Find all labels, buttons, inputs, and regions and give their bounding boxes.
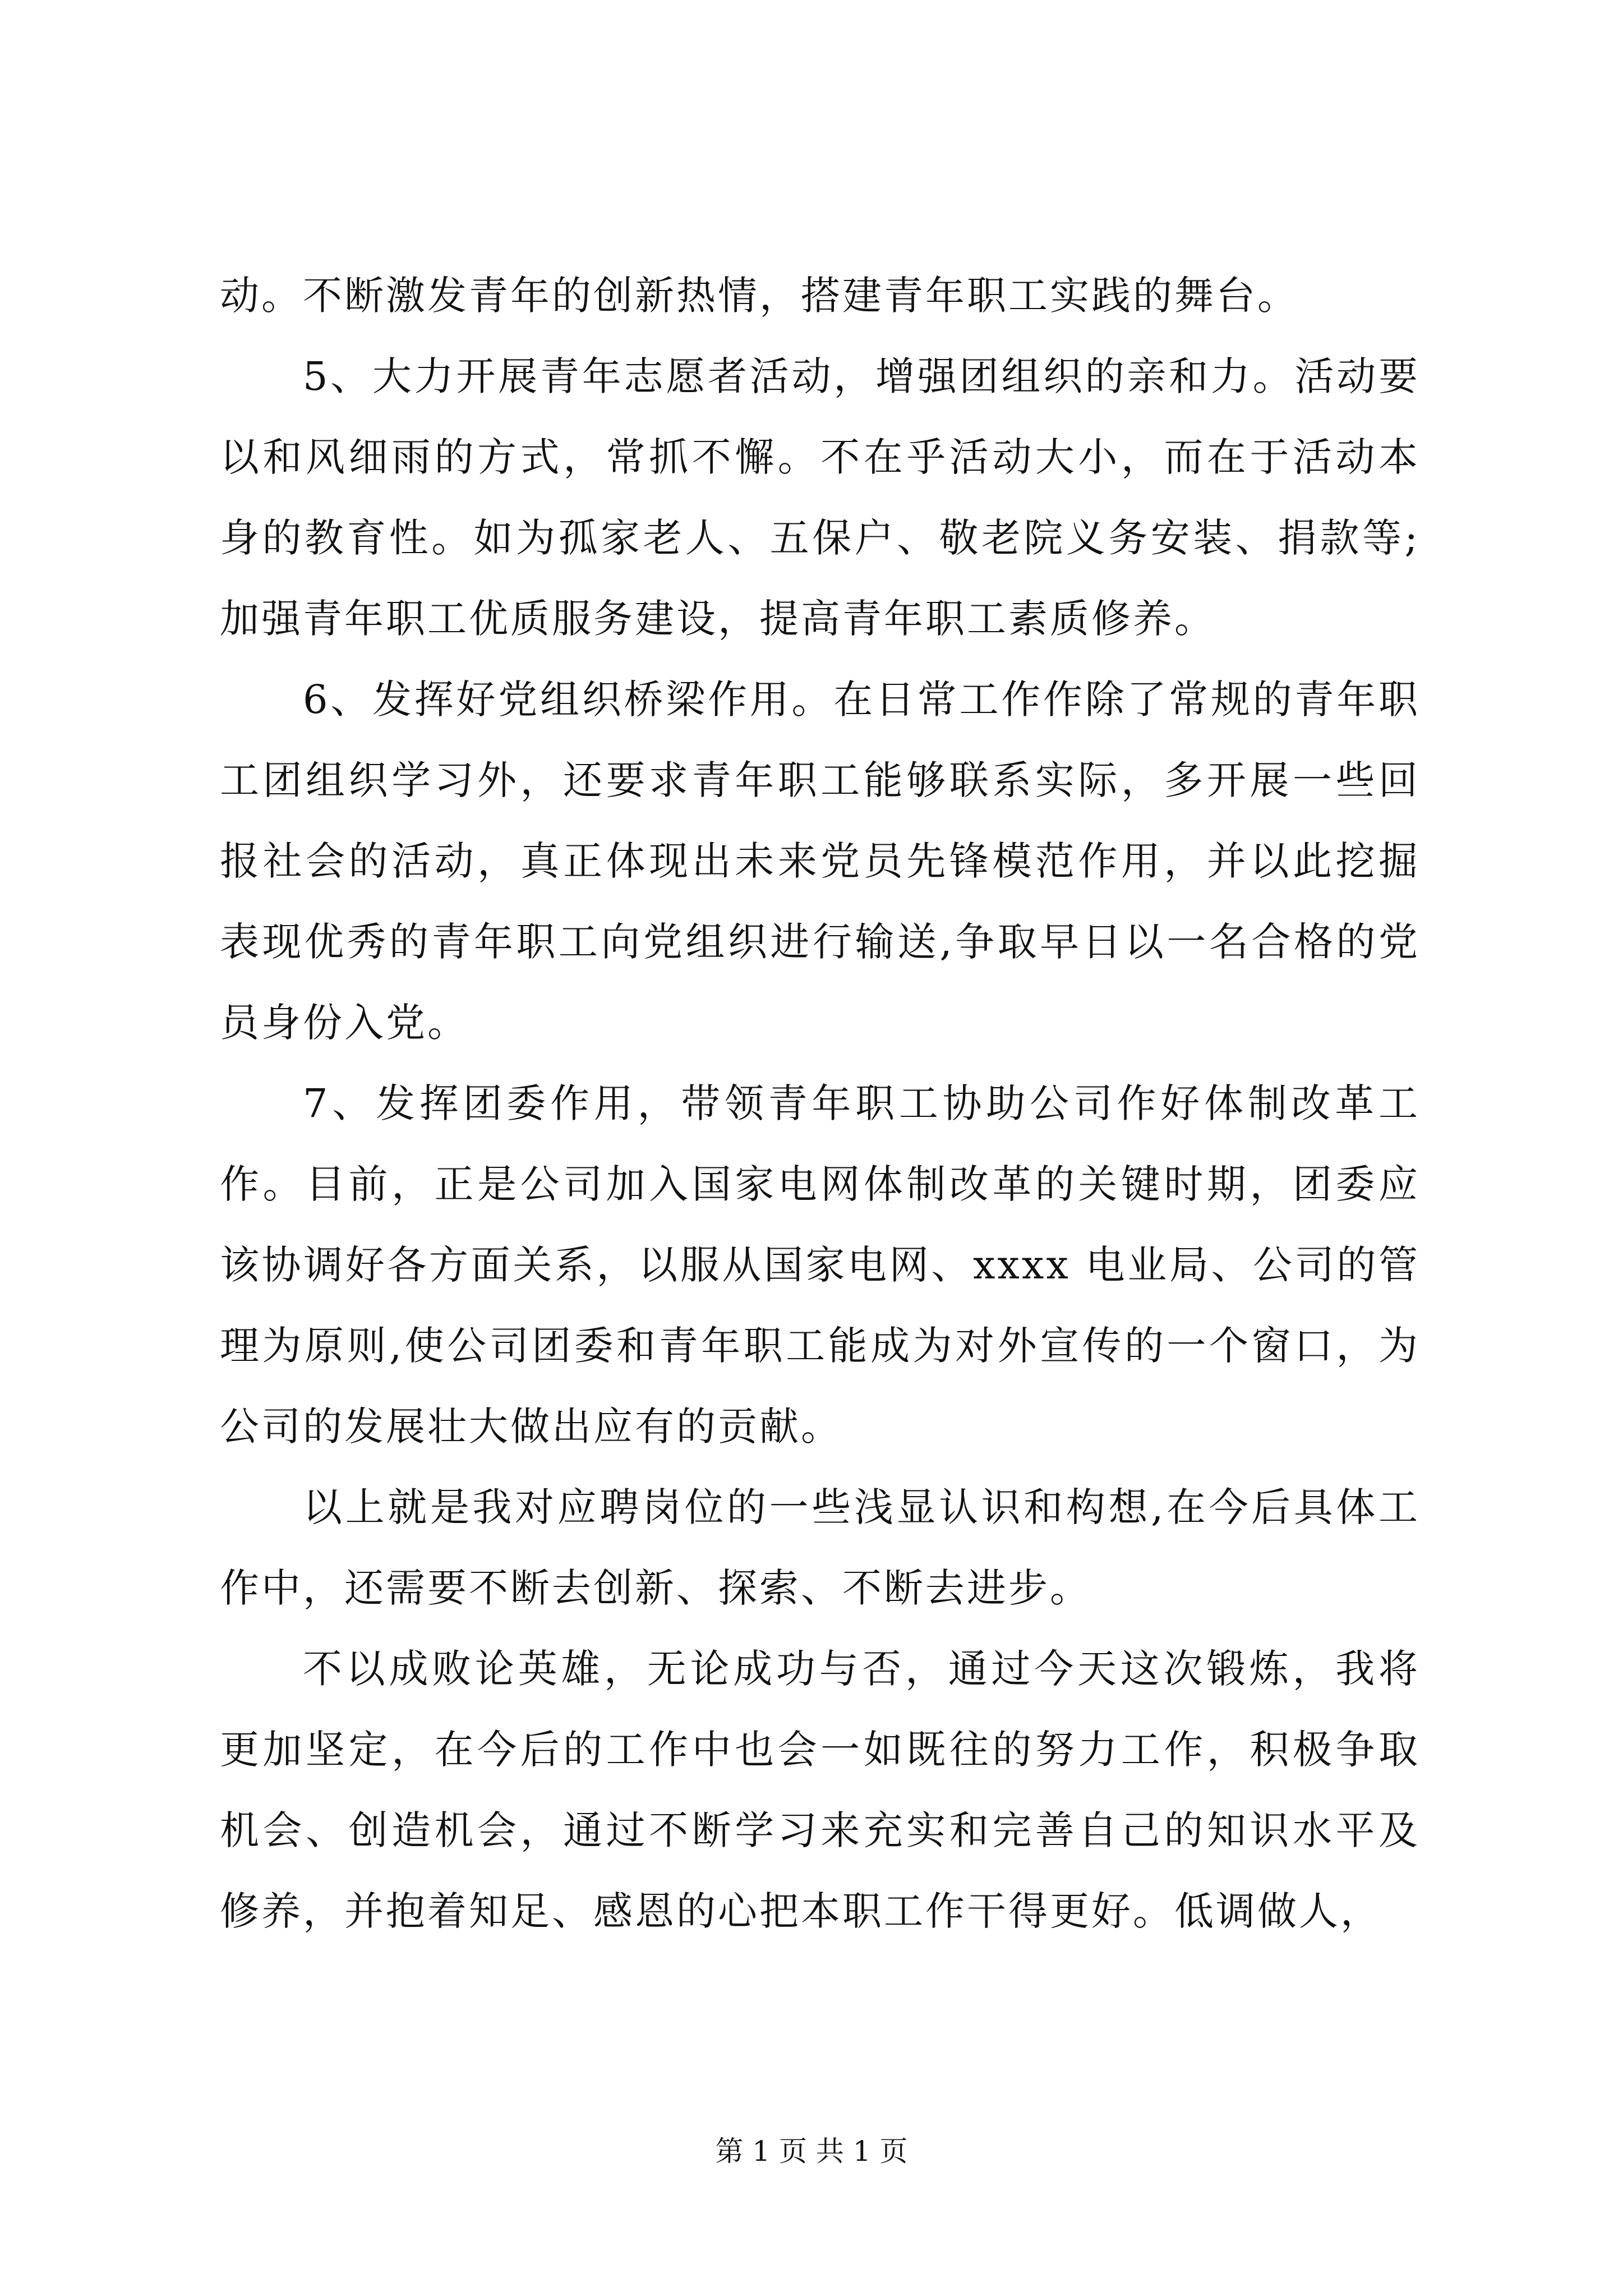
document-body (220, 255, 1420, 1952)
paragraph-summary: 以上就是我对应聘岗位的一些浅显认识和构想,在今后具体工作中，还需要不断去创新、探索、不断去进步。 (220, 1484, 1420, 1611)
page-footer: 第 1 页 共 1 页 (715, 2135, 908, 2168)
paragraph-continuation: 动。不断激发青年的创新热情，搭建青年职工实践的舞台。 (220, 273, 1299, 319)
paragraph-item-6: 6、发挥好党组织桥梁作用。在日常工作作除了常规的青年职工团组织学习外，还要求青年职工能够联系实际，多开展一些回报社会的活动，真正体现出未来党员先锋模范作用，并以此挖掘表现优秀的青年职工向党组织进行输送,争取早日以一名合格的党员身份入党。 (220, 677, 1420, 1046)
paragraph-item-5: 5、大力开展青年志愿者活动，增强团组织的亲和力。活动要以和风细雨的方式，常抓不懈。不在乎活动大小，而在于活动本身的教育性。如为孤家老人、五保户、敬老院义务安装、捐款等;加强青年职工优质服务建设，提高青年职工素质修养。 (220, 353, 1420, 642)
paragraph-closing: 不以成败论英雄，无论成功与否，通过今天这次锻炼，我将更加坚定，在今后的工作中也会一如既往的努力工作，积极争取机会、创造机会，通过不断学习来充实和完善自己的知识水平及修养，并抱着知足、感恩的心把本职工作干得更好。低调做人， (220, 1646, 1420, 1934)
paragraph-item-7: 7、发挥团委作用，带领青年职工协助公司作好体制改革工作。目前，正是公司加入国家电网体制改革的关键时期，团委应该协调好各方面关系，以服从国家电网、xxxx 电业局、公司的管理为原则,使公司团委和青年职工能成为对外宣传的一个窗口，为公司的发展壮大做出应有的贡献。 (220, 1080, 1420, 1450)
